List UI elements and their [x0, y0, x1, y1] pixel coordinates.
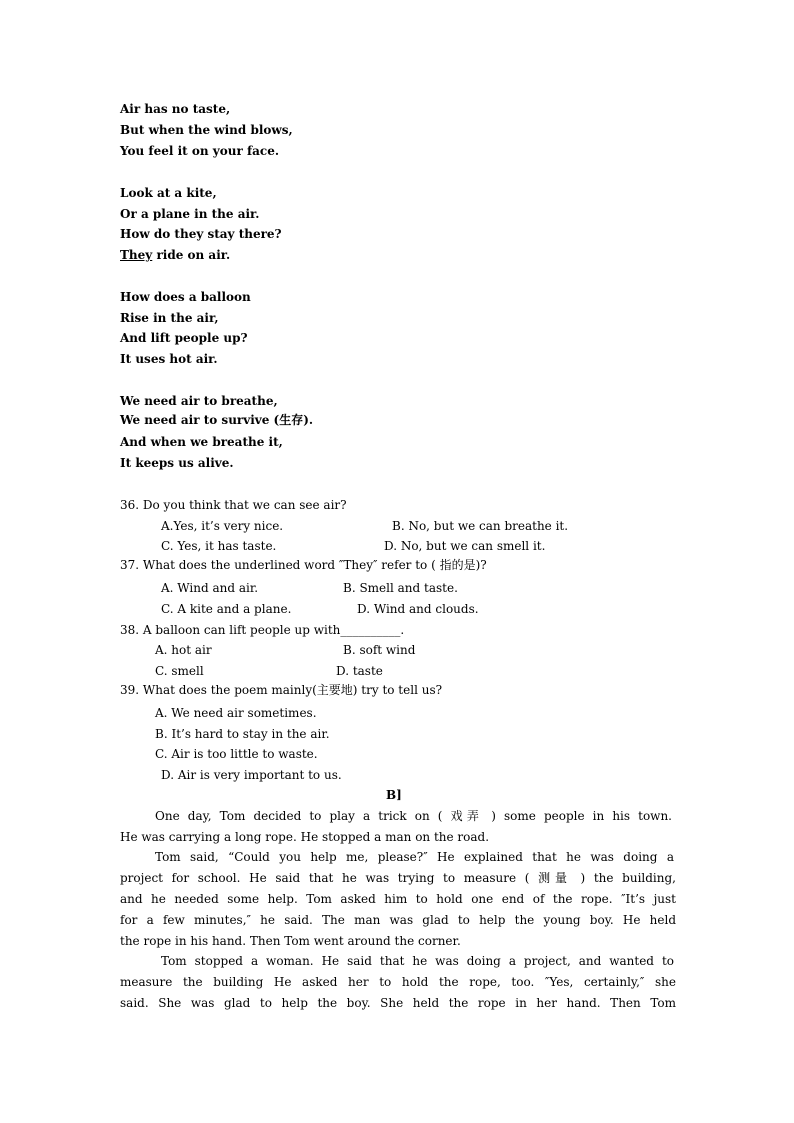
option-38-a: A. hot air: [155, 643, 212, 657]
option-37-c: C. A kite and a plane.: [161, 602, 292, 616]
option-36-a: A.Yes, it’s very nice.: [161, 519, 284, 533]
passage-line: for a few minutes,″ he said. The man was glad to help the young boy. He held: [120, 913, 676, 927]
poem-line: Air has no taste,: [120, 102, 231, 116]
option-37-b: B. Smell and taste.: [343, 581, 458, 595]
poem-line: It uses hot air.: [120, 352, 218, 366]
passage-line: Tom stopped a woman. He said that he was doing a project, and wanted to: [161, 954, 674, 968]
poem-line: How does a balloon: [120, 290, 251, 304]
passage-line: One day, Tom decided to play a trick on ( 戏弄 ) some people in his town.: [155, 809, 672, 823]
option-38-d: D. taste: [336, 664, 383, 678]
passage-line: Tom said, “Could you help me, please?″ He explained that he was doing a: [155, 850, 674, 864]
option-39-d: D. Air is very important to us.: [161, 768, 342, 782]
question-36: 36. Do you think that we can see air?: [120, 498, 347, 512]
option-38-b: B. soft wind: [343, 643, 416, 657]
question-38-text: 38. A balloon can lift people up with: [120, 623, 341, 637]
answer-blank: __________.: [340, 623, 405, 637]
poem-line-rest: ride on air.: [152, 248, 231, 262]
poem-line: [120, 247, 230, 263]
poem-line: And lift people up?: [120, 331, 248, 345]
passage-line: He was carrying a long rope. He stopped a man on the road.: [120, 830, 490, 844]
poem-line: How do they stay there?: [120, 227, 282, 241]
section-b-heading: B]: [386, 788, 402, 802]
poem-line: We need air to survive (生存).: [120, 413, 314, 427]
poem-line: And when we breathe it,: [120, 435, 283, 449]
option-39-b: B. It’s hard to stay in the air.: [155, 727, 330, 741]
poem-line: We need air to breathe,: [120, 394, 278, 408]
option-37-d: D. Wind and clouds.: [357, 602, 479, 616]
poem-line: Look at a kite,: [120, 186, 217, 200]
poem-line: You feel it on your face.: [120, 144, 280, 158]
passage-line: said. She was glad to help the boy. She held the rope in her hand. Then Tom: [120, 996, 676, 1010]
passage-line: the rope in his hand. Then Tom went around the corner.: [120, 934, 461, 948]
option-37-a: A. Wind and air.: [161, 581, 259, 595]
question-39: 39. What does the poem mainly(主要地) try to tell us?: [120, 683, 443, 697]
passage-line: measure the building He asked her to hold the rope, too. ″Yes, certainly,″ she: [120, 975, 676, 989]
option-36-c: C. Yes, it has taste.: [161, 539, 277, 553]
option-39-c: C. Air is too little to waste.: [155, 747, 318, 761]
option-39-a: A. We need air sometimes.: [155, 706, 317, 720]
poem-line: Or a plane in the air.: [120, 207, 260, 221]
question-37: 37. What does the underlined word ″They″ refer to ( 指的是)?: [120, 558, 487, 572]
poem-line: Rise in the air,: [120, 311, 219, 325]
passage-line: project for school. He said that he was trying to measure ( 测量 ) the building,: [120, 871, 676, 885]
question-38: [120, 622, 404, 638]
option-36-d: D. No, but we can smell it.: [384, 539, 546, 553]
poem-line: But when the wind blows,: [120, 123, 293, 137]
option-38-c: C. smell: [155, 664, 204, 678]
poem-line: It keeps us alive.: [120, 456, 234, 470]
underlined-word-they: They: [120, 248, 153, 262]
passage-line: and he needed some help. Tom asked him to hold one end of the rope. ″It’s just: [120, 892, 676, 906]
option-36-b: B. No, but we can breathe it.: [392, 519, 569, 533]
